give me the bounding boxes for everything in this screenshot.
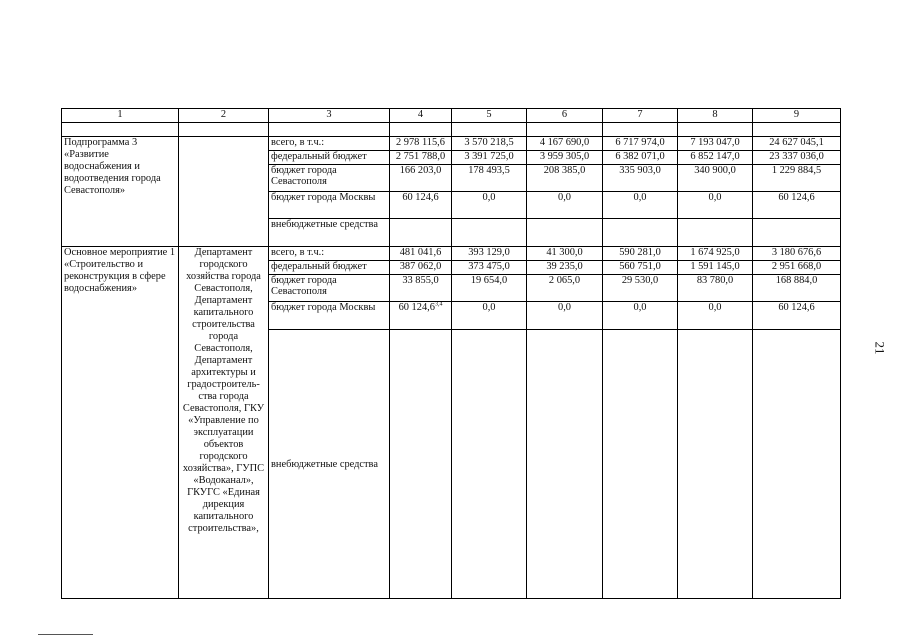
source-label: бюджет города Москвы [269,192,390,219]
value-cell: 560 751,0 [603,261,678,275]
value-cell: 19 654,0 [452,275,527,302]
value-cell: 0,0 [603,302,678,330]
table-row [62,137,841,151]
col-header: 2 [179,109,269,123]
value-cell: 168 884,0 [753,275,841,302]
value-cell: 208 385,0 [527,165,603,192]
value-cell: 590 281,0 [603,247,678,261]
value-cell: 24 627 045,1 [753,137,841,151]
value-cell [603,330,678,599]
value-cell [452,219,527,247]
value-cell [452,330,527,599]
source-label: бюджет города Севастополя [269,165,390,192]
page-number: 21 [872,341,888,355]
value-cell: 41 300,0 [527,247,603,261]
value-cell: 2 065,0 [527,275,603,302]
measure-name: Основное мероприятие 1 «Строительство и реконструкция в сфере водоснабжения» [62,247,179,599]
value-cell: 2 978 115,6 [390,137,452,151]
source-label: всего, в т.ч.: [269,137,390,151]
value-cell: 60 124,6 [390,192,452,219]
value-cell [527,330,603,599]
table-row [62,247,841,261]
value-cell: 340 900,0 [678,165,753,192]
col-header: 1 [62,109,179,123]
value-cell: 6 717 974,0 [603,137,678,151]
value-cell: 6 382 071,0 [603,151,678,165]
value-cell: 0,0 [678,192,753,219]
value-cell: 3 959 305,0 [527,151,603,165]
value-cell [390,219,452,247]
value-cell: 1 674 925,0 [678,247,753,261]
value-cell: 0,0 [678,302,753,330]
source-label: бюджет города Севастополя [269,275,390,302]
source-label: всего, в т.ч.: [269,247,390,261]
value-cell: 335 903,0 [603,165,678,192]
value-cell: 393 129,0 [452,247,527,261]
value-cell: 387 062,0 [390,261,452,275]
value-cell: 39 235,0 [527,261,603,275]
value-cell: 60 124,6 [753,302,841,330]
value-cell: 2 951 668,0 [753,261,841,275]
measure-executor: Департамент городского хозяйства города Севастополя, Департамент капитального строительства города Севастополя, Департамент архитектуры и градостроитель-ства города Севастополя, ГКУ «Управление по эксплуатации объектов городского хозяйства», ГУПС «Водоканал», ГКУГС «Единая дирекция капитального строительства», [179,247,269,599]
value-cell: 60 124,6 [753,192,841,219]
source-label: внебюджетные средства [269,219,390,247]
value-cell: 0,0 [527,192,603,219]
col-header: 7 [603,109,678,123]
col-header: 3 [269,109,390,123]
value-cell [678,330,753,599]
value-cell: 3 391 725,0 [452,151,527,165]
value-cell: 0,0 [452,302,527,330]
value-cell: 0,0 [452,192,527,219]
value-cell: 23 337 036,0 [753,151,841,165]
value-cell: 6 852 147,0 [678,151,753,165]
value-cell: 178 493,5 [452,165,527,192]
source-label: федеральный бюджет [269,261,390,275]
spacer-row [62,123,841,137]
value-cell [527,219,603,247]
source-label: федеральный бюджет [269,151,390,165]
col-header: 5 [452,109,527,123]
col-header: 4 [390,109,452,123]
value-cell: 373 475,0 [452,261,527,275]
value-cell [390,330,452,599]
value-cell: 1 591 145,0 [678,261,753,275]
source-label: внебюджетные средства [269,330,390,599]
bottom-rule-left [38,634,93,635]
value-cell: 3 180 676,6 [753,247,841,261]
value-cell [603,219,678,247]
value-cell: 0,0 [603,192,678,219]
value-cell: 481 041,6 [390,247,452,261]
value-text: 60 124,6 [398,302,435,313]
program-name: Подпрограмма 3 «Развитие водоснабжения и водоотведения города Севастополя» [62,137,179,247]
source-label: бюджет города Москвы [269,302,390,330]
value-cell [753,330,841,599]
value-cell: 33 855,0 [390,275,452,302]
col-header: 6 [527,109,603,123]
budget-table [61,108,841,599]
col-header: 9 [753,109,841,123]
value-cell: 0,0 [527,302,603,330]
value-cell: 83 780,0 [678,275,753,302]
value-cell [390,302,452,330]
value-cell: 2 751 788,0 [390,151,452,165]
value-cell [753,219,841,247]
value-cell: 1 229 884,5 [753,165,841,192]
footnote-mark: 3,4 [434,301,443,308]
program-executor [179,137,269,247]
value-cell [678,219,753,247]
value-cell: 3 570 218,5 [452,137,527,151]
value-cell: 4 167 690,0 [527,137,603,151]
value-cell: 29 530,0 [603,275,678,302]
col-header: 8 [678,109,753,123]
value-cell: 166 203,0 [390,165,452,192]
value-cell: 7 193 047,0 [678,137,753,151]
header-row [62,109,841,123]
